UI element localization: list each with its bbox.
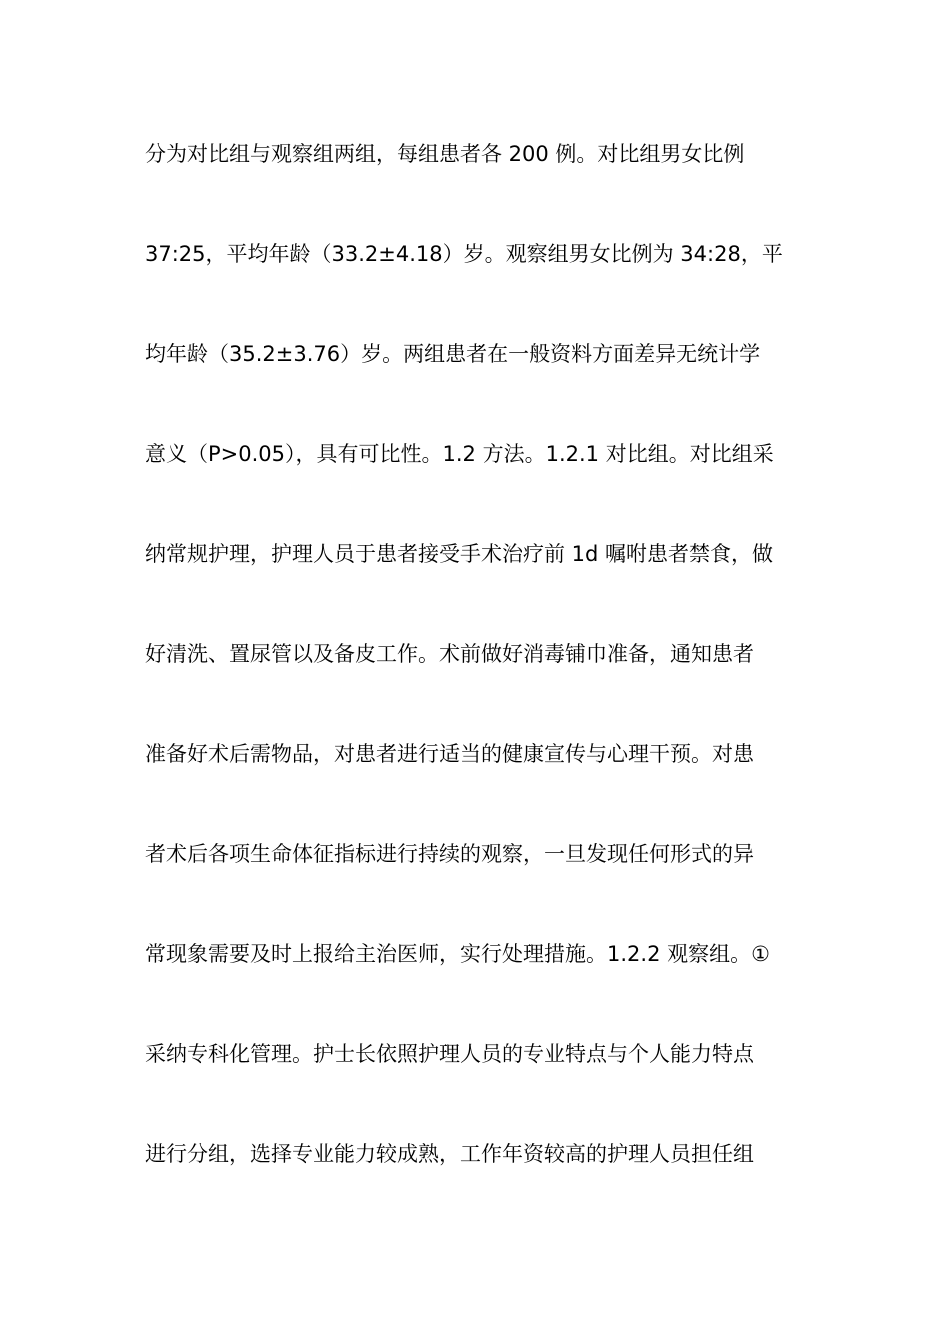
text-line: 采纳专科化管理。护士长依照护理人员的专业特点与个人能力特点: [145, 1042, 754, 1066]
text-line: 者术后各项生命体征指标进行持续的观察，一旦发现任何形式的异: [145, 842, 754, 866]
text-line: 纳常规护理，护理人员于患者接受手术治疗前 1d 嘱咐患者禁食，做: [145, 542, 774, 566]
text-line: 分为对比组与观察组两组，每组患者各 200 例。对比组男女比例: [145, 142, 745, 166]
text-line: 常现象需要及时上报给主治医师，实行处理措施。1.2.2 观察组。①: [145, 942, 770, 966]
text-line: 意义（P>0.05），具有可比性。1.2 方法。1.2.1 对比组。对比组采: [145, 442, 774, 466]
text-line: 进行分组，选择专业能力较成熟，工作年资较高的护理人员担任组: [145, 1142, 754, 1166]
text-line: 均年龄（35.2±3.76）岁。两组患者在一般资料方面差异无统计学: [145, 342, 761, 366]
body-text: [145, 130, 810, 1230]
text-line: 好清洗、置尿管以及备皮工作。术前做好消毒铺巾准备，通知患者: [145, 642, 754, 666]
text-line: 37:25，平均年龄（33.2±4.18）岁。观察组男女比例为 34:28，平: [145, 242, 783, 266]
text-line: 准备好术后需物品，对患者进行适当的健康宣传与心理干预。对患: [145, 742, 754, 766]
